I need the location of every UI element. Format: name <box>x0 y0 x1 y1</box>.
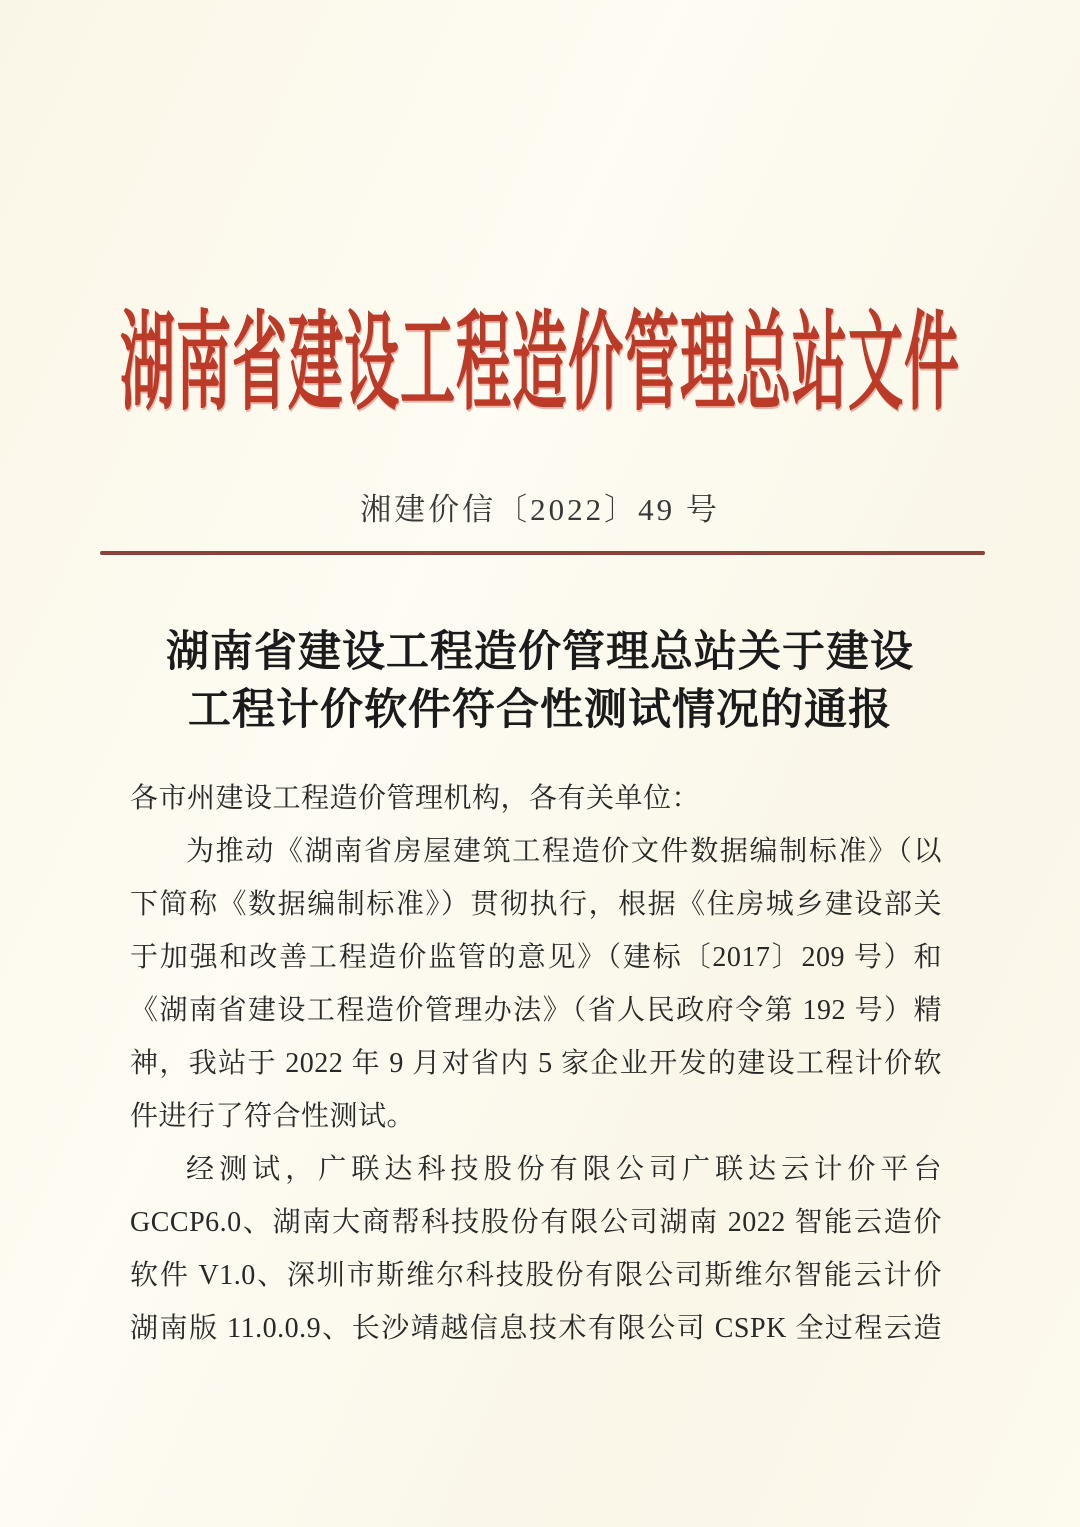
body-line: 神，我站于 2022 年 9 月对省内 5 家企业开发的建设工程计价软 <box>130 1048 942 1079</box>
notice-title <box>0 624 1080 740</box>
body-line: GCCP6.0、湖南大商帮科技股份有限公司湖南 2022 智能云造价 <box>130 1207 942 1238</box>
paragraph-1 <box>130 825 942 1143</box>
notice-title-line-1: 湖南省建设工程造价管理总站关于建设 <box>166 629 914 676</box>
body-line: 湖南版 11.0.0.9、长沙靖越信息技术有限公司 CSPK 全过程云造 <box>130 1313 942 1344</box>
red-divider-rule <box>100 551 985 555</box>
body-line: 为推动《湖南省房屋建筑工程造价文件数据编制标准》（以 <box>186 836 942 867</box>
body-line: 件进行了符合性测试。 <box>130 1101 416 1132</box>
body-line: 经测试，广联达科技股份有限公司广联达云计价平台 <box>186 1154 942 1185</box>
letterhead <box>0 303 1080 423</box>
doc-number: 湘建价信〔2022〕49 号 <box>360 492 720 527</box>
body-line: 软件 V1.0、深圳市斯维尔科技股份有限公司斯维尔智能云计价 <box>130 1260 942 1291</box>
body-line: 下简称《数据编制标准》）贯彻执行，根据《住房城乡建设部关 <box>130 889 942 920</box>
body-line: 于加强和改善工程造价监管的意见》（建标〔2017〕209 号）和 <box>130 942 942 973</box>
document-body <box>130 772 942 1355</box>
body-line: 《湖南省建设工程造价管理办法》（省人民政府令第 192 号）精 <box>130 995 942 1026</box>
notice-title-line-2: 工程计价软件符合性测试情况的通报 <box>188 687 892 734</box>
paragraph-2 <box>130 1143 942 1355</box>
letterhead-title: 湖南省建设工程造价管理总站文件 <box>119 303 960 423</box>
salutation-line: 各市州建设工程造价管理机构，各有关单位： <box>130 783 701 814</box>
